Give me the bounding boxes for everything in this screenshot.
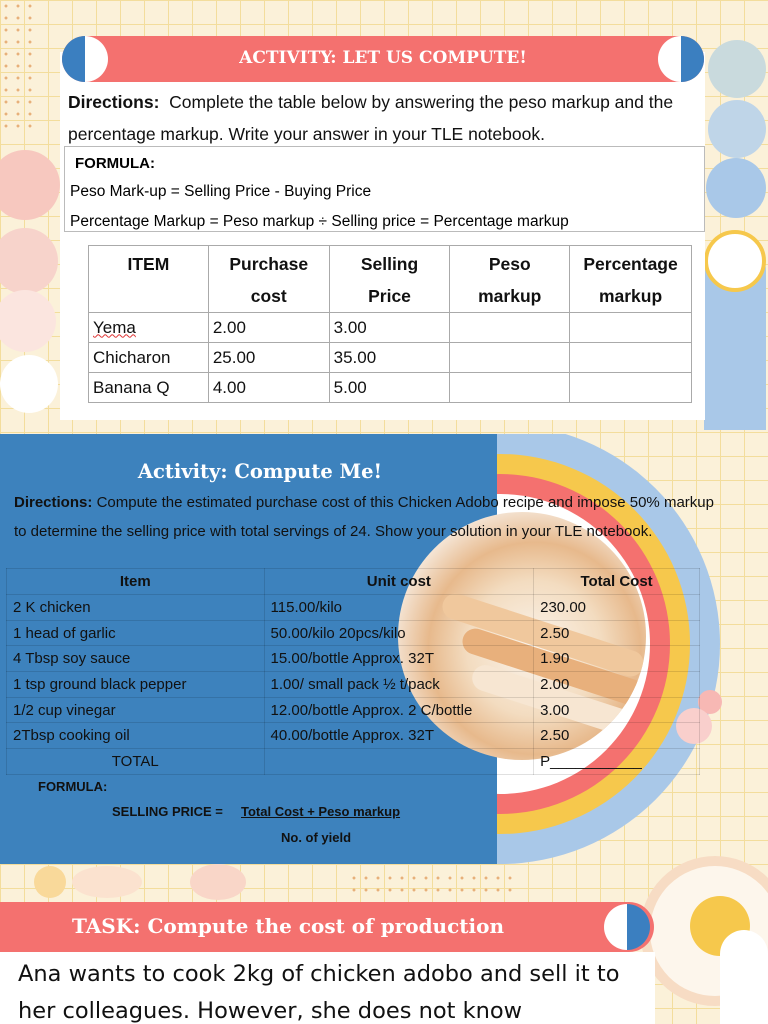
table-row	[7, 723, 700, 749]
cell-item: 4 Tbsp soy sauce	[7, 646, 265, 672]
activity-banner	[62, 36, 704, 82]
header-peso-markup: Peso markup	[450, 246, 570, 313]
banner-cap-right	[658, 36, 704, 82]
formula-percentage-markup: Percentage Markup = Peso markup ÷ Selling price = Percentage markup	[70, 213, 569, 230]
cell-selling: 35.00	[329, 343, 450, 373]
cell-total-cost: 3.00	[534, 697, 700, 723]
cell-selling: 3.00	[329, 313, 450, 343]
table-row	[89, 343, 692, 373]
decorative-circle	[708, 40, 766, 98]
total-row	[7, 749, 700, 775]
cell-percentage-markup[interactable]	[570, 373, 692, 403]
cell-total-cost: 2.50	[534, 723, 700, 749]
cell-purchase: 2.00	[208, 313, 329, 343]
header-item: ITEM	[89, 246, 209, 313]
markup-table	[88, 245, 692, 403]
formula-heading: FORMULA:	[75, 155, 155, 172]
compute-me-directions	[14, 488, 714, 546]
decorative-dot-grid	[0, 0, 40, 130]
decorative-circle	[708, 100, 766, 158]
task-title: TASK: Compute the cost of production	[72, 914, 504, 938]
cell-unit-cost: 40.00/bottle Approx. 32T	[264, 723, 534, 749]
total-empty-cell	[264, 749, 534, 775]
formula-heading: FORMULA:	[38, 779, 108, 794]
cell-purchase: 25.00	[208, 343, 329, 373]
header-item: Item	[7, 569, 265, 595]
directions-text	[68, 86, 700, 150]
cell-selling: 5.00	[329, 373, 450, 403]
decorative-circle	[704, 230, 766, 292]
table-row	[89, 373, 692, 403]
cell-peso-markup[interactable]	[450, 373, 570, 403]
cell-item: Chicharon	[89, 343, 209, 373]
cell-item: 2Tbsp cooking oil	[7, 723, 265, 749]
decorative-circle	[706, 158, 766, 218]
header-total-cost: Total Cost	[534, 569, 700, 595]
cell-total-cost: 2.50	[534, 620, 700, 646]
cell-total-cost: 2.00	[534, 672, 700, 698]
cell-item: Yema	[89, 313, 209, 343]
cell-item: 1/2 cup vinegar	[7, 697, 265, 723]
cell-unit-cost: 50.00/kilo 20pcs/kilo	[264, 620, 534, 646]
decorative-circle	[190, 864, 246, 900]
total-value-blank[interactable]: P___________	[534, 749, 700, 775]
cell-unit-cost: 12.00/bottle Approx. 2 C/bottle	[264, 697, 534, 723]
table-header-row	[89, 246, 692, 313]
cell-percentage-markup[interactable]	[570, 313, 692, 343]
cell-unit-cost: 15.00/bottle Approx. 32T	[264, 646, 534, 672]
formula-peso-markup: Peso Mark-up = Selling Price - Buying Price	[70, 183, 372, 200]
cell-item: 2 K chicken	[7, 595, 265, 621]
directions-label: Directions:	[68, 92, 160, 112]
table-row	[7, 697, 700, 723]
cell-total-cost: 230.00	[534, 595, 700, 621]
total-label: TOTAL	[7, 749, 265, 775]
directions-body: Complete the table below by answering the peso markup and the percentage markup. Write your answer in your TLE notebook.	[68, 92, 674, 144]
formula-numerator: Total Cost + Peso markup	[241, 804, 401, 819]
cell-item: Banana Q	[89, 373, 209, 403]
cell-unit-cost: 1.00/ small pack ½ t/pack	[264, 672, 534, 698]
task-text: Ana wants to cook 2kg of chicken adobo and sell it to her colleagues. However, she does not know	[18, 961, 620, 1024]
banner-cap-right	[604, 904, 650, 950]
header-percentage-markup: Percentage markup	[570, 246, 692, 313]
header-purchase-cost: Purchase cost	[208, 246, 329, 313]
cell-peso-markup[interactable]	[450, 313, 570, 343]
cell-percentage-markup[interactable]	[570, 343, 692, 373]
table-row	[89, 313, 692, 343]
cell-purchase: 4.00	[208, 373, 329, 403]
header-unit-cost: Unit cost	[264, 569, 534, 595]
directions-label: Directions:	[14, 494, 93, 511]
decorative-circle	[72, 866, 142, 898]
formula-box	[64, 146, 705, 232]
table-row	[7, 595, 700, 621]
table-row	[7, 646, 700, 672]
decorative-circle	[0, 355, 58, 413]
cell-unit-cost: 115.00/kilo	[264, 595, 534, 621]
header-selling-price: Selling Price	[329, 246, 450, 313]
table-row	[7, 620, 700, 646]
formula-label: SELLING PRICE =	[112, 804, 223, 819]
cell-item: 1 head of garlic	[7, 620, 265, 646]
adobo-cost-table	[6, 568, 700, 775]
task-banner	[0, 902, 654, 952]
decorative-circle	[34, 866, 66, 898]
table-header-row	[7, 569, 700, 595]
cell-peso-markup[interactable]	[450, 343, 570, 373]
formula-denominator: No. of yield	[281, 830, 352, 845]
cell-item: 1 tsp ground black pepper	[7, 672, 265, 698]
decorative-pill	[720, 930, 768, 1024]
activity-title: ACTIVITY: LET US COMPUTE!	[239, 48, 527, 68]
table-row	[7, 672, 700, 698]
decorative-dot-grid	[348, 872, 518, 896]
compute-me-title: Activity: Compute Me!	[137, 460, 383, 483]
directions-body: Compute the estimated purchase cost of this Chicken Adobo recipe and impose 50% markup to determine the selling price with total servings of 24. Show your solution in your TLE notebook.	[14, 494, 714, 540]
cell-total-cost: 1.90	[534, 646, 700, 672]
